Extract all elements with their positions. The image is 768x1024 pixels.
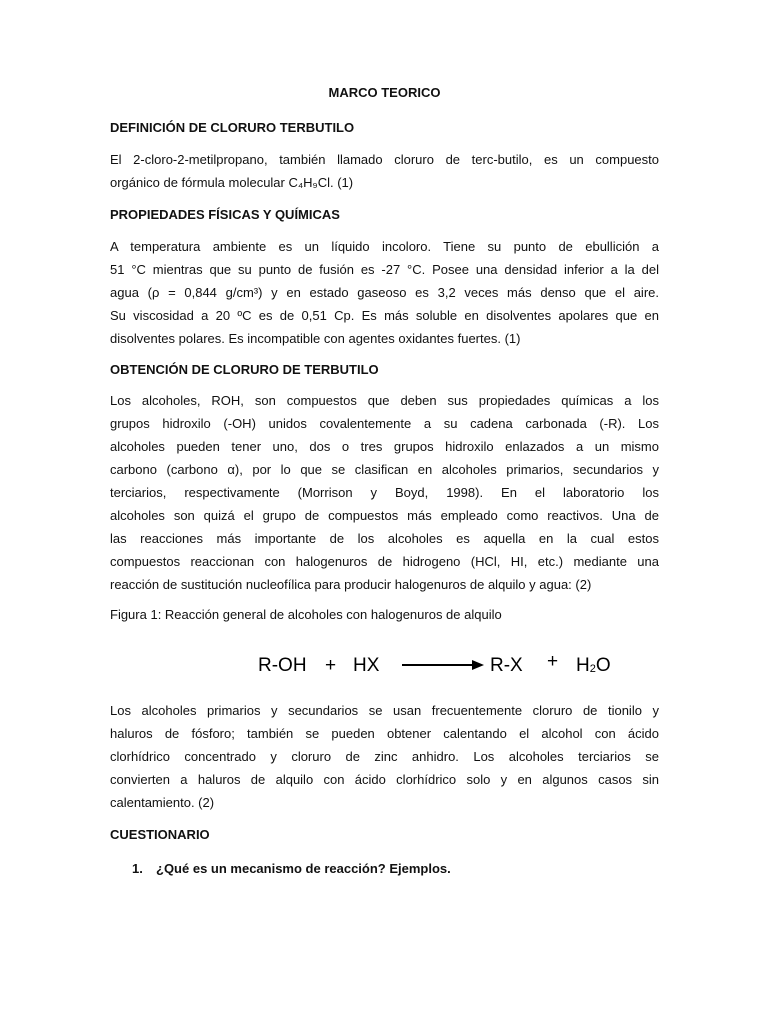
conversion-paragraph bbox=[110, 699, 659, 814]
product-alkyl-halide: R-X bbox=[490, 655, 523, 676]
definition-paragraph bbox=[110, 148, 659, 194]
paragraph-line: calentamiento. (2) bbox=[110, 795, 215, 810]
question-item bbox=[132, 860, 451, 878]
document-title: MARCO TEORICO bbox=[328, 85, 441, 100]
paragraph-line: orgánico de fórmula molecular C₄H₉Cl. (1) bbox=[110, 175, 354, 190]
paragraph-line: carbono (carbono α), por lo que se clasifican en alcoholes primarios, secundarios y bbox=[110, 462, 659, 477]
reaction-arrow-icon bbox=[402, 655, 484, 675]
reaction-equation bbox=[258, 651, 611, 682]
paragraph-line: reacción de sustitución nucleofílica para producir halogenuros de alquilo y agua: (2) bbox=[110, 577, 592, 592]
paragraph-line: Los alcoholes, ROH, son compuestos que deben sus propiedades químicas a los bbox=[110, 393, 659, 408]
plus-sign: + bbox=[325, 655, 337, 676]
paragraph-line: A temperatura ambiente es un líquido incoloro. Tiene su punto de ebullición a bbox=[110, 239, 659, 254]
questionnaire-heading: CUESTIONARIO bbox=[110, 827, 210, 842]
plus-sign: + bbox=[547, 651, 559, 672]
water-o: O bbox=[595, 655, 611, 676]
properties-paragraph bbox=[110, 235, 659, 350]
paragraph-line: alcoholes son quizá el grupo de compuestos más empleado como reactivos. Una de bbox=[110, 508, 659, 523]
paragraph-line: convierten a haluros de alquilo con ácido clorhídrico solo y en algunos casos sin bbox=[110, 772, 659, 787]
paragraph-line: haluros de fósforo; también se pueden obtener calentando el alcohol con ácido bbox=[110, 726, 659, 741]
paragraph-line: clorhídrico concentrado y cloruro de zinc anhidro. Los alcoholes terciarios se bbox=[110, 749, 659, 764]
properties-heading: PROPIEDADES FÍSICAS Y QUÍMICAS bbox=[110, 207, 340, 222]
paragraph-line: alcoholes pueden tener uno, dos o tres grupos hidroxilo enlazados a un mismo bbox=[110, 439, 659, 454]
paragraph-line: agua (ρ = 0,844 g/cm³) y en estado gaseoso es 3,2 veces más denso que el aire. bbox=[110, 285, 659, 300]
paragraph-line: Los alcoholes primarios y secundarios se usan frecuentemente cloruro de tionilo y bbox=[110, 703, 659, 718]
paragraph-line: 51 °C mientras que su punto de fusión es -27 °C. Posee una densidad inferior a la del bbox=[110, 262, 659, 277]
water-h: H bbox=[576, 655, 590, 676]
paragraph-line: El 2-cloro-2-metilpropano, también llamado cloruro de terc-butilo, es un compuesto bbox=[110, 152, 659, 167]
document-page bbox=[110, 0, 659, 1024]
paragraph-line: grupos hidroxilo (-OH) unidos covalentemente a su cadena carbonada (-R). Los bbox=[110, 416, 659, 431]
definition-heading: DEFINICIÓN DE CLORURO TERBUTILO bbox=[110, 120, 355, 135]
paragraph-line: terciarios, respectivamente (Morrison y Boyd, 1998). En el laboratorio los bbox=[110, 485, 659, 500]
question-text: ¿Qué es un mecanismo de reacción? Ejemplos. bbox=[156, 861, 451, 876]
paragraph-line: compuestos reaccionan con halogenuros de hidrogeno (HCl, HI, etc.) mediante una bbox=[110, 554, 659, 569]
paragraph-line: Su viscosidad a 20 ºC es de 0,51 Cp. Es más soluble en disolventes apolares que en bbox=[110, 308, 659, 323]
reactant-hydrogen-halide: HX bbox=[353, 655, 380, 676]
product-water bbox=[576, 652, 611, 683]
reactant-alcohol: R-OH bbox=[258, 655, 307, 676]
water-subscript: 2 bbox=[589, 663, 596, 675]
obtention-heading: OBTENCIÓN DE CLORURO DE TERBUTILO bbox=[110, 362, 379, 377]
question-number: 1. bbox=[132, 861, 143, 876]
obtention-paragraph bbox=[110, 389, 659, 596]
paragraph-line: las reacciones más importante de los alcoholes es aquella en la cual estos bbox=[110, 531, 659, 546]
figure-caption: Figura 1: Reacción general de alcoholes con halogenuros de alquilo bbox=[110, 607, 502, 622]
paragraph-line: disolventes polares. Es incompatible con agentes oxidantes fuertes. (1) bbox=[110, 331, 521, 346]
